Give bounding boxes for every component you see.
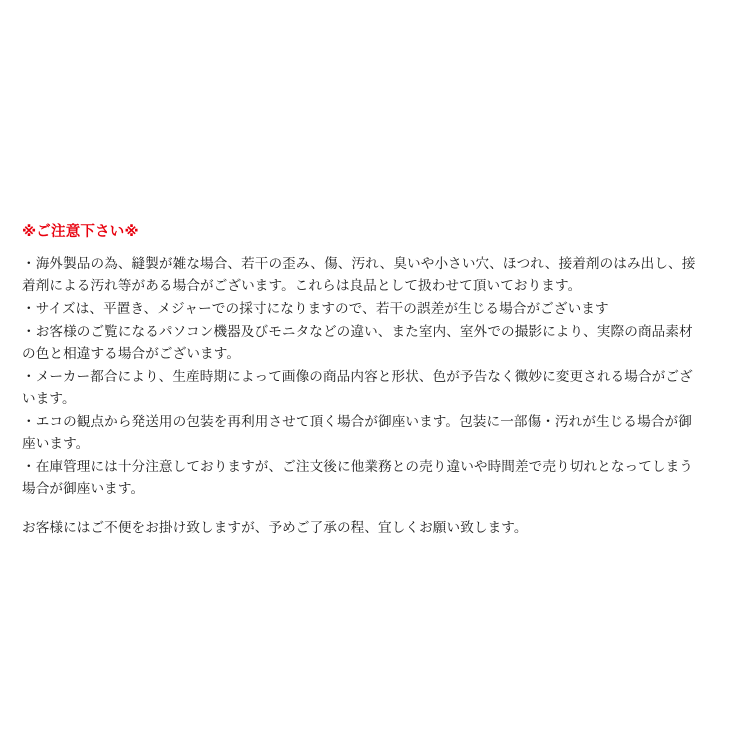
notice-heading: ※ご注意下さい※ [22,224,139,240]
list-item: ・エコの観点から発送用の包装を再利用させて頂く場合が御座います。包装に一部傷・汚れが生じる場合が御座います。 [22,413,692,451]
list-item: ・メーカー都合により、生産時期によって画像の商品内容と形状、色が予告なく微妙に変更される場合がございます。 [22,368,693,406]
notice-closing-text: お客様にはご不便をお掛け致しますが、予めご了承の程、宜しくお願い致します。 [22,519,528,535]
list-item: ・海外製品の為、縫製が雑な場合、若干の歪み、傷、汚れ、臭いや小さい穴、ほつれ、接着剤のはみ出し、接着剤による汚れ等がある場合がございます。これらは良品として扱わせて頂いております。 [22,255,696,293]
list-item: ・在庫管理には十分注意しておりますが、ご注文後に他業務との売り違いや時間差で売り切れとなってしまう場合が御座います。 [22,458,693,496]
list-item: ・お客様のご覧になるパソコン機器及びモニタなどの違い、また室内、室外での撮影により、実際の商品素材の色と相違する場合がございます。 [22,323,693,361]
notice-list [22,253,702,500]
list-item: ・サイズは、平置き、メジャーでの採寸になりますので、若干の誤差が生じる場合がございます [22,300,609,316]
notice-block [22,222,702,539]
